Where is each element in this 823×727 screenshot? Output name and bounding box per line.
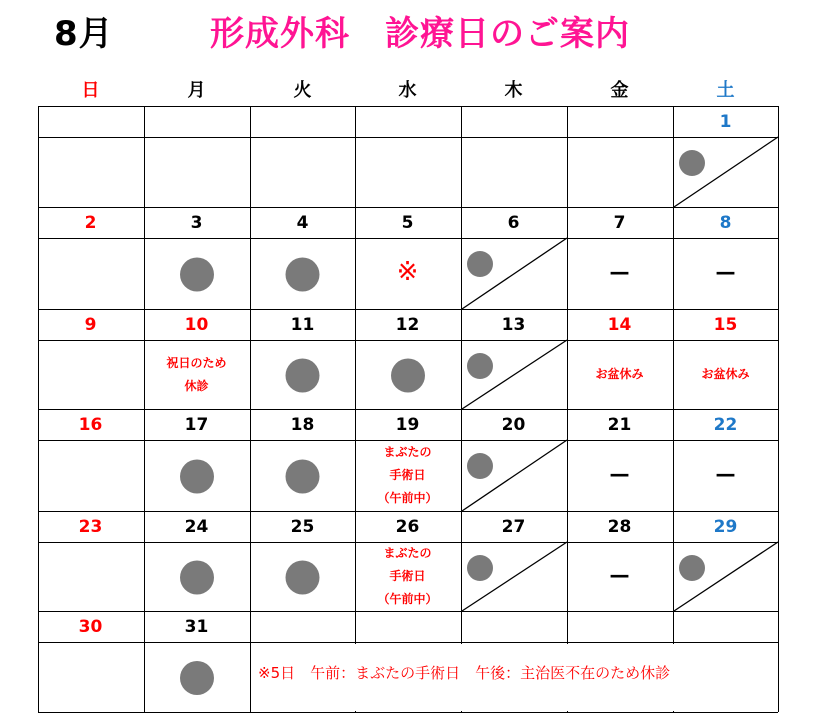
- day-number: 23: [78, 517, 103, 537]
- day-number: 11: [290, 315, 315, 335]
- day-number: 20: [501, 415, 526, 435]
- day-number: 5: [401, 213, 414, 233]
- obon-note: [673, 363, 778, 386]
- day-number: 2: [84, 213, 97, 233]
- weekday-2: 火: [293, 80, 312, 101]
- day-number: 12: [395, 315, 420, 335]
- day-number: 10: [184, 315, 209, 335]
- obon-note-line: お盆休み: [701, 367, 750, 381]
- clinic-open-dot: [286, 258, 320, 292]
- eyelid-note-line: まぶたの: [383, 445, 432, 459]
- day-number: 9: [84, 315, 97, 335]
- clinic-open-dot: [286, 460, 320, 494]
- day-number: 17: [184, 415, 209, 435]
- day-number: 24: [184, 517, 209, 537]
- morning-only-dot: [679, 555, 705, 581]
- holiday-note: [144, 352, 249, 398]
- clinic-open-dot: [180, 561, 214, 595]
- day-number: 4: [296, 213, 309, 233]
- morning-only-dot: [467, 251, 493, 277]
- page-title: 形成外科 診療日のご案内: [210, 14, 630, 54]
- weekday-5: 金: [610, 80, 629, 101]
- weekday-4: 木: [504, 80, 523, 101]
- day-number: 29: [713, 517, 738, 537]
- clinic-open-dot: [391, 359, 425, 393]
- morning-only-dot: [679, 150, 705, 176]
- day-number: 28: [607, 517, 632, 537]
- day-number: 16: [78, 415, 103, 435]
- morning-only-dot: [467, 453, 493, 479]
- eyelid-note-line: 手術日: [389, 468, 426, 482]
- eyelid-note: [355, 542, 460, 611]
- clinic-open-dot: [286, 561, 320, 595]
- closed-dash: —: [609, 259, 630, 284]
- day-number: 22: [713, 415, 738, 435]
- weekday-1: 月: [187, 80, 206, 101]
- day-number: 8: [719, 213, 732, 233]
- clinic-open-dot: [180, 460, 214, 494]
- day-number: 30: [78, 617, 103, 637]
- closed-dash: —: [715, 461, 736, 486]
- eyelid-note-line: （午前中）: [377, 592, 438, 606]
- clinic-open-dot: [286, 359, 320, 393]
- day-number: 25: [290, 517, 315, 537]
- closed-dash: —: [715, 259, 736, 284]
- day-number: 19: [395, 415, 420, 435]
- holiday-note-line: 休診: [184, 378, 209, 393]
- closed-dash: —: [609, 461, 630, 486]
- eyelid-note-line: （午前中）: [377, 491, 438, 505]
- obon-note: [567, 363, 672, 386]
- day-number: 7: [613, 213, 626, 233]
- morning-only-dot: [467, 353, 493, 379]
- weekday-0: 日: [81, 80, 100, 101]
- day-number: 31: [184, 617, 209, 637]
- day-number: 15: [713, 315, 738, 335]
- day-number: 21: [607, 415, 632, 435]
- closed-dash: —: [609, 562, 630, 587]
- obon-note-line: お盆休み: [595, 367, 644, 381]
- day-number: 13: [501, 315, 526, 335]
- day-number: 14: [607, 315, 632, 335]
- month-label: 8月: [54, 14, 114, 54]
- day-number: 6: [507, 213, 520, 233]
- weekday-6: 土: [716, 80, 735, 101]
- day-number: 18: [290, 415, 315, 435]
- weekday-3: 水: [398, 80, 417, 101]
- morning-only-dot: [467, 555, 493, 581]
- holiday-note-line: 祝日のため: [166, 355, 227, 370]
- eyelid-note: [355, 441, 460, 510]
- clinic-open-dot: [180, 258, 214, 292]
- eyelid-note-line: 手術日: [389, 569, 426, 583]
- day-number: 1: [719, 112, 732, 132]
- footnote: ※5日 午前：まぶたの手術日 午後：主治医不在のため休診: [258, 664, 671, 682]
- kome-mark: ※: [396, 256, 419, 287]
- day-number: 26: [395, 517, 420, 537]
- eyelid-note-line: まぶたの: [383, 546, 432, 560]
- day-number: 27: [501, 517, 526, 537]
- day-number: 3: [190, 213, 203, 233]
- clinic-open-dot: [180, 661, 214, 695]
